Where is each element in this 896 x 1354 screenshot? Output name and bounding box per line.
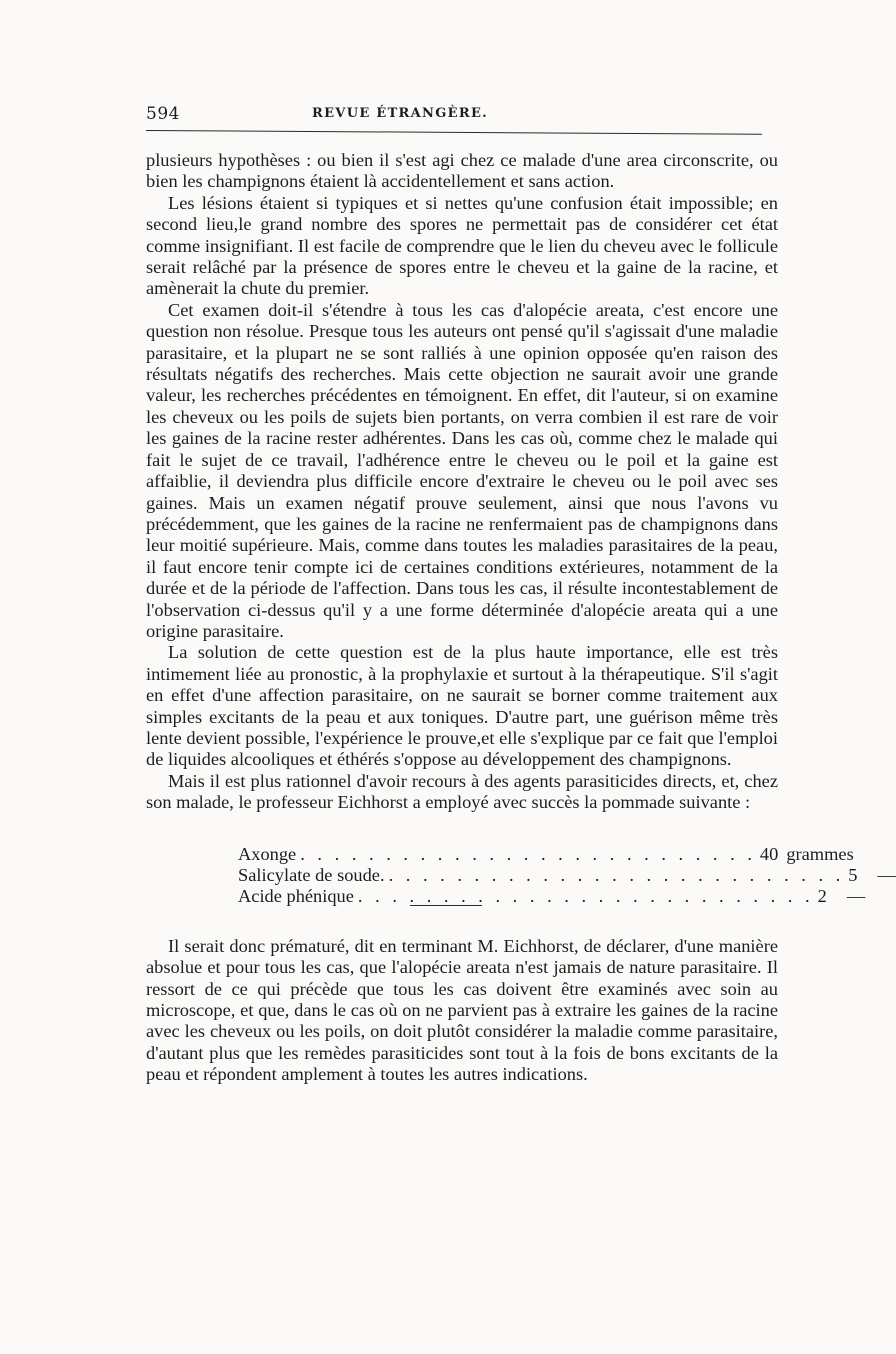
ointment-formula	[238, 843, 896, 908]
header-rule	[146, 130, 762, 135]
formula-unit: —	[877, 864, 896, 885]
dot-leader: . . . . . . . . . . . . . . . . . . . . . . . . . . .	[357, 886, 814, 907]
formula-quantity: 40	[759, 843, 779, 864]
formula-ingredient: Salicylate de soude.	[238, 864, 385, 885]
formula-quantity: 5	[848, 864, 858, 885]
paragraph: Les lésions étaient si typiques et si nettes qu'une confusion était impossible; en second lieu,le grand nombre des spores ne permettait pas de considérer cet état comme insignifiant. Il est facile de comprendre que le lien du cheveu avec le follicule serait relâché par la présence de spores entre le cheveu et la gaine de la racine, et amènerait la chute du premier.	[146, 192, 778, 299]
closing-paragraph: Il serait donc prématuré, dit en terminant M. Eichhorst, de déclarer, d'une manière absolue et pour tous les cas, que l'alopécie areata n'est jamais de nature parasitaire. Il ressort de ce qui précède que tous les cas doivent être examinés avec soin au microscope, et que, dans le cas où on ne parvient pas à extraire les gaines de la racine avec les cheveux ou les poils, on doit plutôt considérer la maladie comme parasitaire, d'autant plus que les remèdes parasiticides sont tout à la fois de bons excitants de la peau et répondent amplement à toutes les autres indications.	[146, 935, 778, 1085]
formula-row	[238, 864, 896, 886]
end-rule	[410, 905, 482, 906]
formula-unit: grammes	[786, 843, 854, 864]
dot-leader: . . . . . . . . . . . . . . . . . . . . . . . . . . .	[300, 843, 756, 864]
page-number: 594	[146, 104, 180, 124]
formula-row	[238, 843, 854, 865]
formula-ingredient: Acide phénique	[238, 886, 354, 907]
paragraph-continuation: plusieurs hypothèses : ou bien il s'est agi chez ce malade d'une area circonscrite, ou bien les champignons étaient là accidentellement et sans action.	[146, 150, 778, 192]
dot-leader: . . . . . . . . . . . . . . . . . . . . . . . . . . .	[388, 864, 845, 885]
formula-quantity: 2	[817, 886, 827, 907]
article-body	[146, 150, 896, 1086]
paragraph: Cet examen doit-il s'étendre à tous les cas d'alopécie areata, c'est encore une question non résolue. Presque tous les auteurs ont pensé qu'il s'agissait d'une maladie parasitaire, et la plupart ne se sont ralliés à une opinion opposée qu'en raison des résultats négatifs des recherches. Mais cette objection ne saurait avoir une grande valeur, les recherches précédentes en témoignent. En effet, dit l'auteur, si on examine les cheveux ou les poils de sujets bien portants, on verra combien il est rare de voir les gaines de la racine rester adhérentes. Dans les cas où, comme chez le malade qui fait le sujet de ce travail, l'adhérence entre le cheveu ou le poil et la gaine est affaiblie, il deviendra plus difficile encore d'extraire le cheveu ou le poil avec ses gaines. Mais un examen négatif prouve seulement, ainsi que nous l'avons vu précédemment, que les gaines de la racine ne renfermaient pas de champignons dans leur moitié supérieure. Mais, comme dans toutes les maladies parasitaires de la peau, il faut encore tenir compte ici de certaines conditions extérieures, notamment de la durée et de la période de l'affection. Dans tous les cas, il résulte incontestablement de l'observation ci-dessus qu'il y a une forme déterminée d'alopécie areata qui a une origine parasitaire.	[146, 299, 778, 641]
formula-unit: —	[846, 886, 866, 907]
paragraph: La solution de cette question est de la plus haute importance, elle est très intimement liée au pronostic, à la prophylaxie et surtout à la thérapeutique. S'il s'agit en effet d'une affection parasitaire, on ne saurait se borner comme traitement aux simples excitants de la peau et aux toniques. D'autre part, une guérison même très lente devient possible, l'expérience le prouve,et elle s'explique par ce fait que l'emploi de liquides alcooliques et éthérés s'oppose au développement des champignons.	[146, 642, 778, 770]
formula-ingredient: Axonge	[238, 843, 297, 864]
running-head: REVUE ÉTRANGÈRE.	[312, 106, 488, 121]
paragraph: Mais il est plus rationnel d'avoir recours à des agents parasiticides directs, et, chez son malade, le professeur Eichhorst a employé avec succès la pommade suivante :	[146, 770, 778, 813]
